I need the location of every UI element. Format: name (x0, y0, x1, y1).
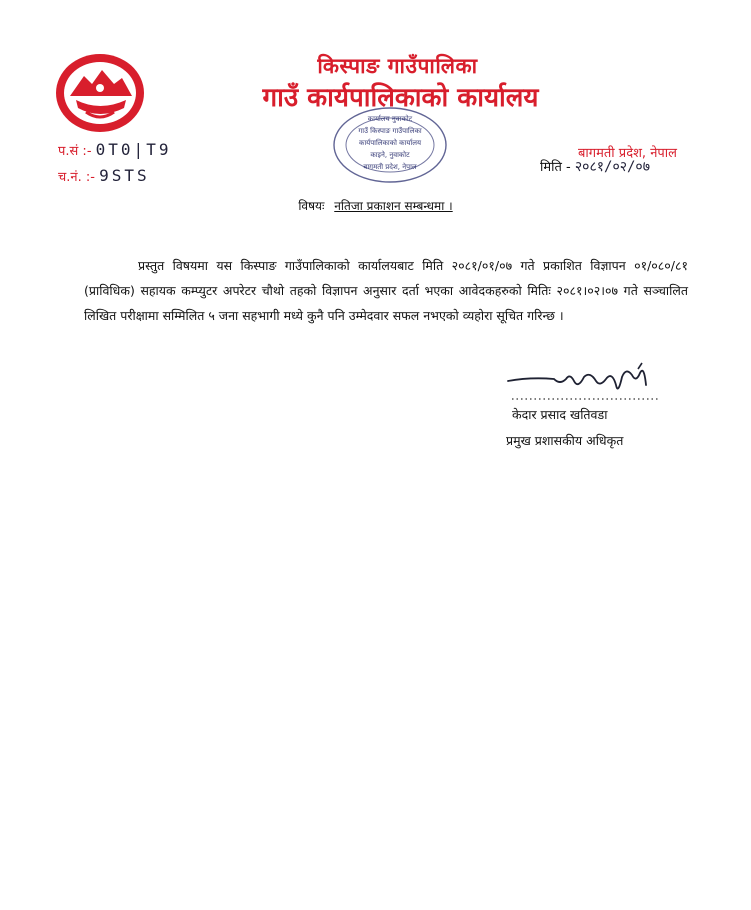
svg-text:काइने, नुवाकोट: काइने, नुवाकोट (370, 151, 410, 159)
date-label: मिति - (540, 160, 571, 175)
office-stamp (330, 105, 450, 185)
signatory-title: प्रमुख प्रशासकीय अधिकृत (506, 433, 624, 448)
ps-value: 0T0|T9 (95, 140, 172, 159)
subject-label: विषयः (298, 199, 325, 213)
office-name: गाउँ कार्यपालिकाको कार्यालय (262, 83, 539, 113)
signatory-name: केदार प्रसाद खतिवडा (512, 407, 608, 422)
municipality-name: किस्पाङ गाउँपालिका (317, 54, 478, 78)
svg-text:गाउँ किस्पाङ गाउँपालिका: गाउँ किस्पाङ गाउँपालिका (358, 127, 422, 135)
letter-body (84, 253, 688, 328)
date-value: २०८१/०२/०७ (574, 159, 650, 175)
date-line (540, 157, 650, 176)
svg-text:बागमती प्रदेश, नेपाल: बागमती प्रदेश, नेपाल (363, 163, 417, 171)
body-paragraph: प्रस्तुत विषयमा यस किस्पाङ गाउँपालिकाको कार्यालयबाट मिति २०८१/०१/०७ गते प्रकाशित विज्ञापन ०१/०८०/८१ (प्राविधिक) सहायक कम्प्युटर अपरेटर चौथो तहको विज्ञापन अनुसार दर्ता भएका आवेदकहरुको मितिः २०८१।०२।०७ गते सञ्चालित लिखित परीक्षामा सम्मिलित ५ जना सहभागी मध्ये कुनै पनि उम्मेदवार सफल नभएको व्यहोरा सूचित गरिन्छ । (84, 258, 688, 323)
province-label: बागमती प्रदेश, नेपाल (578, 146, 677, 161)
cn-label: च.नं. :- (58, 170, 95, 185)
cn-value: 9STS (99, 166, 150, 185)
signature-image (500, 355, 670, 405)
svg-text:कार्यपालिकाको कार्यालय: कार्यपालिकाको कार्यालय (358, 139, 422, 147)
subject-line (0, 197, 751, 214)
svg-text:कार्यालय नुवाकोट: कार्यालय नुवाकोट (367, 115, 413, 123)
reference-cn (58, 166, 150, 185)
ps-label: प.सं :- (58, 144, 92, 159)
subject-value: नतिजा प्रकाशन सम्बन्धमा । (334, 199, 453, 213)
reference-ps (58, 140, 171, 159)
